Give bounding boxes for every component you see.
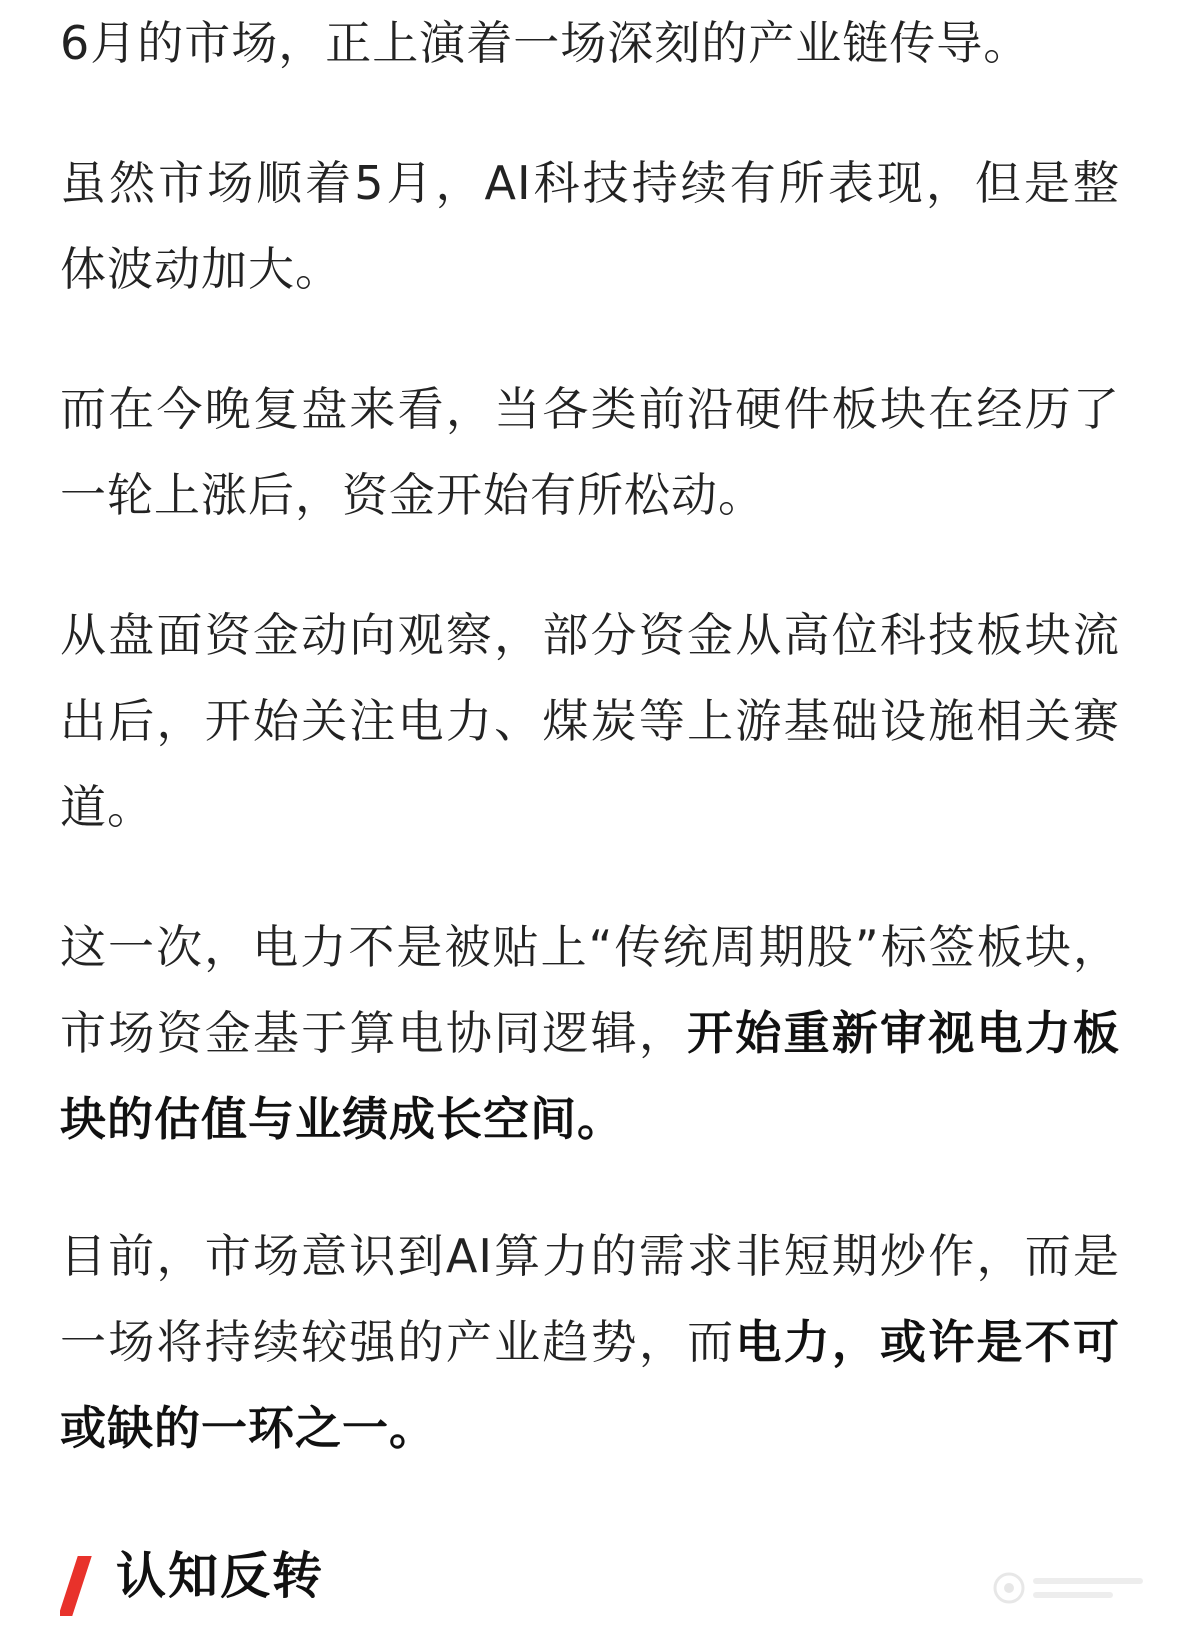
paragraph-4-text: 从盘面资金动向观察，部分资金从高位科技板块流出后，开始关注电力、煤炭等上游基础设施相关赛道。: [60, 608, 1120, 834]
paragraph-2-text: 虽然市场顺着5月，AI科技持续有所表现，但是整体波动加大。: [60, 156, 1120, 296]
paragraph-6: [60, 1213, 1120, 1471]
section-heading-text: 认知反转: [116, 1547, 324, 1605]
paragraph-5: [60, 904, 1120, 1162]
watermark-logo: [987, 1564, 1157, 1612]
section-heading: [60, 1530, 324, 1626]
paragraph-6-emphasis: 电力，或许是不可或缺的一环之一。: [60, 1315, 1121, 1455]
paragraph-1: [60, 0, 1120, 86]
paragraph-3: [60, 366, 1120, 538]
paragraph-1-text: 6月的市场，正上演着一场深刻的产业链传导。: [60, 16, 1031, 70]
paragraph-6-text: 目前，市场意识到AI算力的需求非短期炒作，而是一场将持续较强的产业趋势，而: [60, 1229, 1120, 1369]
paragraph-5-emphasis: 开始重新审视电力板块的估值与业绩成长空间。: [60, 1006, 1121, 1146]
paragraph-4: [60, 592, 1120, 850]
heading-accent-mark: [60, 1556, 92, 1616]
paragraph-2: [60, 140, 1120, 312]
paragraph-3-text: 而在今晚复盘来看，当各类前沿硬件板块在经历了一轮上涨后，资金开始有所松动。: [60, 382, 1120, 522]
paragraph-5-text: 这一次，电力不是被贴上“传统周期股”标签板块，市场资金基于算电协同逻辑，: [60, 920, 1120, 1060]
